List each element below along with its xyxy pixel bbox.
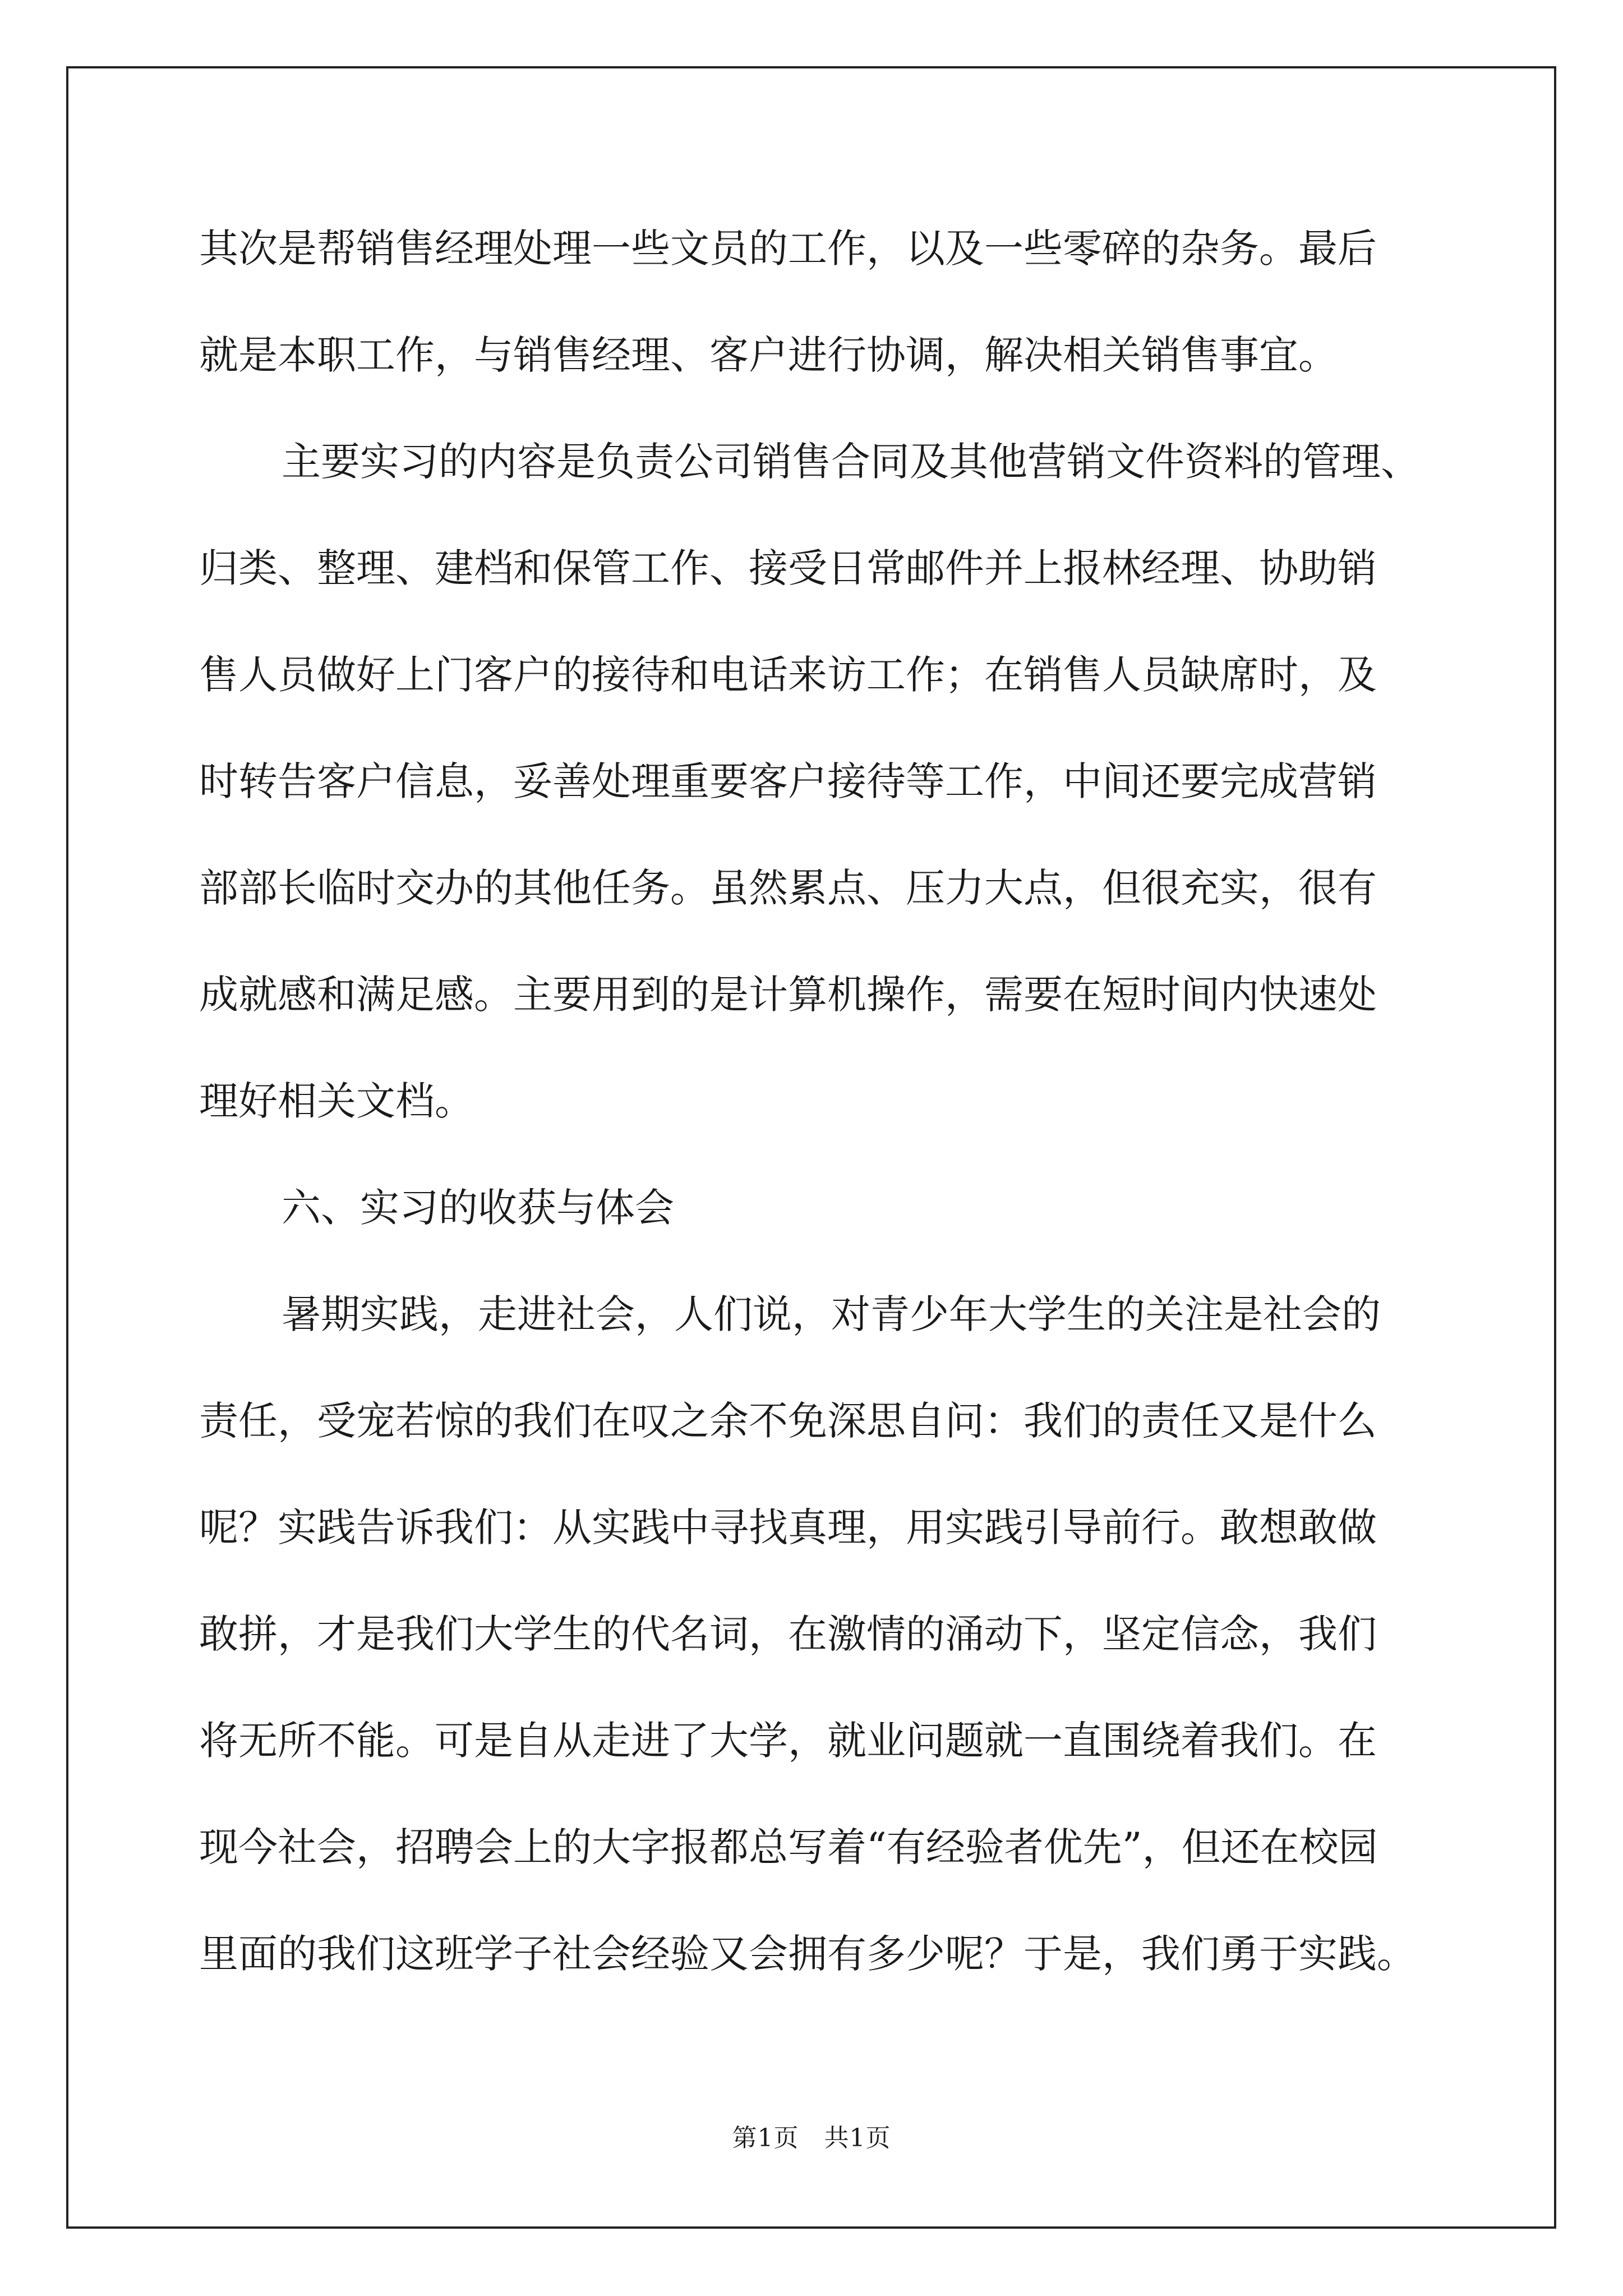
page-number-footer: 第1页 共1页 [732, 2124, 891, 2152]
text-line: 时转告客户信息，妥善处理重要客户接待等工作，中间还要完成营销 [199, 758, 1377, 804]
text-line: 责任，受宠若惊的我们在叹之余不免深思自问：我们的责任又是什么 [199, 1398, 1377, 1444]
text-line: 其次是帮销售经理处理一些文员的工作，以及一些零碎的杂务。最后 [199, 226, 1377, 272]
text-line: 归类、整理、建档和保管工作、接受日常邮件并上报林经理、协助销 [199, 545, 1377, 591]
text-line: 敢拼，才是我们大学生的代名词，在激情的涌动下，坚定信念，我们 [199, 1611, 1377, 1657]
text-line: 就是本职工作，与销售经理、客户进行协调，解决相关销售事宜。 [199, 332, 1338, 378]
text-line: 里面的我们这班学子社会经验又会拥有多少呢？于是，我们勇于实践。 [199, 1931, 1416, 1977]
text-line: 成就感和满足感。主要用到的是计算机操作，需要在短时间内快速处 [199, 972, 1377, 1018]
text-line: 呢？实践告诉我们：从实践中寻找真理，用实践引导前行。敢想敢做 [199, 1504, 1377, 1550]
section-heading: 六、实习的收获与体会 [282, 1185, 674, 1231]
paragraph-start-line: 主要实习的内容是负责公司销售合同及其他营销文件资料的管理、 [282, 439, 1420, 485]
text-line: 现今社会，招聘会上的大字报都总写着“有经验者优先”，但还在校园 [199, 1824, 1378, 1870]
paragraph-start-line: 暑期实践，走进社会，人们说，对青少年大学生的关注是社会的 [282, 1291, 1381, 1337]
text-line: 部部长临时交办的其他任务。虽然累点、压力大点，但很充实，很有 [199, 865, 1377, 911]
text-line: 理好相关文档。 [199, 1078, 474, 1124]
document-body [199, 218, 1433, 2030]
text-line: 售人员做好上门客户的接待和电话来访工作；在销售人员缺席时，及 [199, 652, 1377, 698]
text-line: 将无所不能。可是自从走进了大学，就业问题就一直围绕着我们。在 [199, 1718, 1377, 1764]
